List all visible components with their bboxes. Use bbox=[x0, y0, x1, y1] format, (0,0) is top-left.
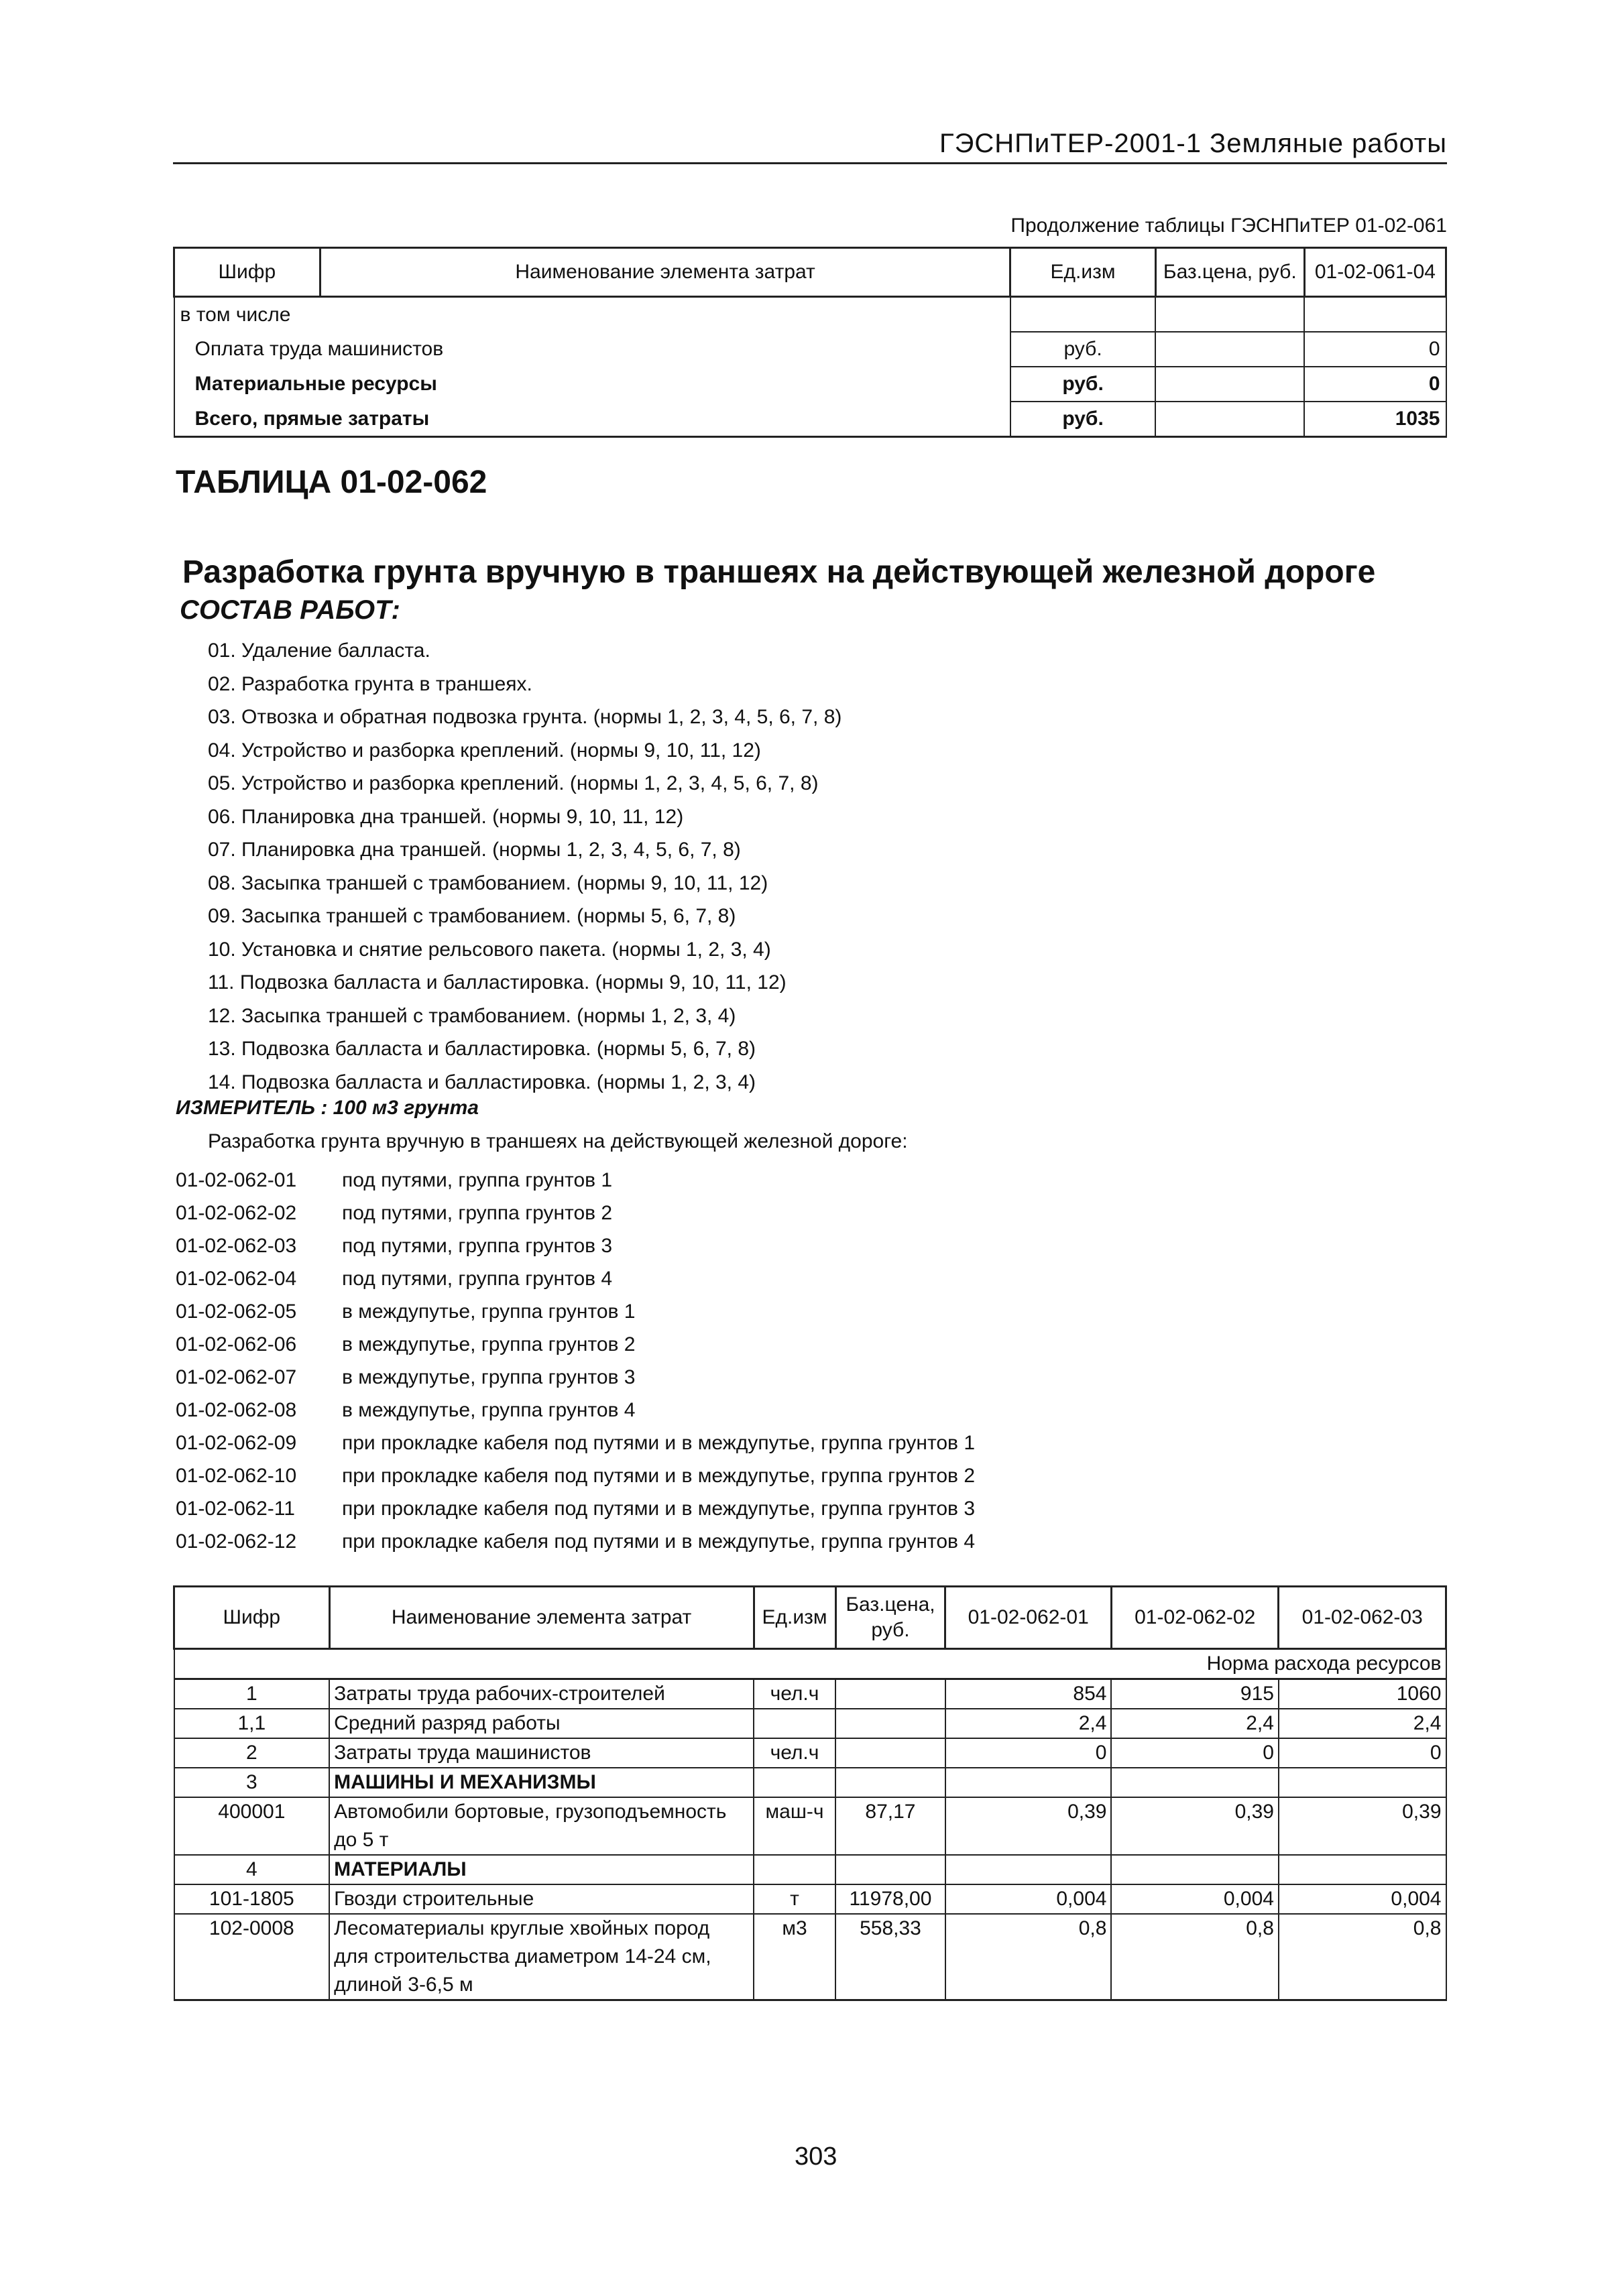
table-row bbox=[174, 1709, 1446, 1738]
row-value: 0,004 bbox=[945, 1884, 1112, 1914]
resource-table-header bbox=[174, 1587, 1446, 1649]
code-desc: в междупутье, группа грунтов 4 bbox=[342, 1399, 636, 1421]
col-header: Наименование элемента затрат bbox=[320, 248, 1010, 297]
row-value bbox=[945, 1768, 1112, 1797]
code: 01-02-062-03 bbox=[176, 1235, 297, 1257]
row-code: 1 bbox=[174, 1679, 330, 1709]
code: 01-02-062-08 bbox=[176, 1399, 297, 1421]
list-item: 09. Засыпка траншей с трамбованием. (нормы 5, 6, 7, 8) bbox=[208, 905, 736, 927]
row-value: 0 bbox=[1111, 1738, 1279, 1768]
list-item bbox=[176, 1492, 975, 1525]
code: 01-02-062-10 bbox=[176, 1465, 297, 1487]
row-unit: маш-ч bbox=[754, 1797, 835, 1855]
row-value bbox=[1111, 1855, 1279, 1884]
list-item: 11. Подвозка балласта и балластировка. (нормы 9, 10, 11, 12) bbox=[208, 971, 787, 993]
row-name: Автомобили бортовые, грузоподъемность до 5 т bbox=[329, 1797, 754, 1855]
row-value bbox=[1279, 1768, 1446, 1797]
row-value: 0 bbox=[1304, 367, 1446, 402]
row-value: 854 bbox=[945, 1679, 1112, 1709]
row-value: 0,8 bbox=[1111, 1914, 1279, 2000]
code: 01-02-062-02 bbox=[176, 1202, 297, 1224]
list-item: 14. Подвозка балласта и балластировка. (нормы 1, 2, 3, 4) bbox=[208, 1071, 756, 1093]
list-item bbox=[176, 1361, 975, 1394]
row-code: 400001 bbox=[174, 1797, 330, 1855]
row-unit bbox=[754, 1855, 835, 1884]
code-desc: при прокладке кабеля под путями и в междупутье, группа грунтов 4 bbox=[342, 1530, 976, 1553]
col-header: 01-02-061-04 bbox=[1304, 248, 1446, 297]
row-code: 102-0008 bbox=[174, 1914, 330, 2000]
continuation-table bbox=[173, 247, 1447, 438]
code-desc: в междупутье, группа грунтов 3 bbox=[342, 1366, 636, 1388]
row-code: 101-1805 bbox=[174, 1884, 330, 1914]
row-price: 11978,00 bbox=[835, 1884, 945, 1914]
row-unit bbox=[1010, 297, 1155, 333]
code-desc: под путями, группа грунтов 3 bbox=[342, 1235, 613, 1257]
code-list bbox=[176, 1164, 975, 1558]
row-price bbox=[835, 1738, 945, 1768]
list-item bbox=[176, 1229, 975, 1262]
row-price bbox=[1155, 297, 1304, 333]
row-unit: руб. bbox=[1010, 402, 1155, 437]
code: 01-02-062-01 bbox=[176, 1169, 297, 1191]
row-unit: руб. bbox=[1010, 332, 1155, 367]
row-value: 0,8 bbox=[945, 1914, 1112, 2000]
resource-table bbox=[173, 1585, 1447, 2001]
row-value: 0,8 bbox=[1279, 1914, 1446, 2000]
table-row bbox=[174, 1679, 1446, 1709]
list-item bbox=[176, 1459, 975, 1492]
row-name: Всего, прямые затраты bbox=[174, 402, 1010, 437]
col-header: Ед.изм bbox=[1010, 248, 1155, 297]
row-code: 4 bbox=[174, 1855, 330, 1884]
list-item bbox=[176, 1164, 975, 1197]
col-header: 01-02-062-01 bbox=[945, 1587, 1112, 1649]
row-unit bbox=[754, 1709, 835, 1738]
table-row bbox=[174, 367, 1446, 402]
row-price bbox=[835, 1679, 945, 1709]
col-header: 01-02-062-03 bbox=[1279, 1587, 1446, 1649]
code-desc: в междупутье, группа грунтов 1 bbox=[342, 1301, 636, 1323]
col-header: 01-02-062-02 bbox=[1111, 1587, 1279, 1649]
table-row bbox=[174, 402, 1446, 437]
row-value: 2,4 bbox=[1111, 1709, 1279, 1738]
col-header: Наименование элемента затрат bbox=[329, 1587, 754, 1649]
table-row bbox=[174, 1914, 1446, 2000]
norm-row bbox=[174, 1649, 1446, 1679]
list-item: 03. Отвозка и обратная подвозка грунта. (нормы 1, 2, 3, 4, 5, 6, 7, 8) bbox=[208, 706, 842, 728]
row-name: Средний разряд работы bbox=[329, 1709, 754, 1738]
row-price bbox=[1155, 332, 1304, 367]
continuation-table-header bbox=[174, 248, 1446, 297]
row-name: Оплата труда машинистов bbox=[174, 332, 1010, 367]
code-desc: под путями, группа грунтов 2 bbox=[342, 1202, 613, 1224]
composition-heading: СОСТАВ РАБОТ: bbox=[180, 595, 400, 625]
row-value: 1035 bbox=[1304, 402, 1446, 437]
row-value: 0 bbox=[1279, 1738, 1446, 1768]
row-name: Затраты труда машинистов bbox=[329, 1738, 754, 1768]
table-subtitle: Разработка грунта вручную в траншеях на действующей железной дороге bbox=[182, 554, 1376, 590]
row-value: 0 bbox=[1304, 332, 1446, 367]
rows-intro: Разработка грунта вручную в траншеях на действующей железной дороге: bbox=[208, 1130, 908, 1152]
row-price bbox=[835, 1768, 945, 1797]
row-unit: чел.ч bbox=[754, 1679, 835, 1709]
col-header: Ед.изм bbox=[754, 1587, 835, 1649]
row-name: Гвозди строительные bbox=[329, 1884, 754, 1914]
row-name: Лесоматериалы круглые хвойных пород для строительства диаметром 14-24 см, длиной 3-6,5 м bbox=[329, 1914, 754, 2000]
list-item: 02. Разработка грунта в траншеях. bbox=[208, 672, 532, 695]
continuation-caption: Продолжение таблицы ГЭСНПиТЕР 01-02-061 bbox=[1010, 215, 1447, 237]
section-row bbox=[174, 1855, 1446, 1884]
row-price bbox=[835, 1855, 945, 1884]
table-row bbox=[174, 1884, 1446, 1914]
table-row bbox=[174, 1738, 1446, 1768]
code: 01-02-062-04 bbox=[176, 1268, 297, 1290]
list-item: 12. Засыпка траншей с трамбованием. (нормы 1, 2, 3, 4) bbox=[208, 1004, 736, 1027]
row-value: 915 bbox=[1111, 1679, 1279, 1709]
row-value bbox=[1111, 1768, 1279, 1797]
row-name: Материальные ресурсы bbox=[174, 367, 1010, 402]
row-unit bbox=[754, 1768, 835, 1797]
row-name: Затраты труда рабочих-строителей bbox=[329, 1679, 754, 1709]
row-price: 558,33 bbox=[835, 1914, 945, 2000]
code-desc: под путями, группа грунтов 4 bbox=[342, 1268, 613, 1290]
list-item: 06. Планировка дна траншей. (нормы 9, 10, 11, 12) bbox=[208, 805, 684, 828]
code-desc: в междупутье, группа грунтов 2 bbox=[342, 1333, 636, 1355]
meter-line: ИЗМЕРИТЕЛЬ : 100 м3 грунта bbox=[176, 1097, 479, 1119]
code: 01-02-062-12 bbox=[176, 1530, 297, 1553]
list-item bbox=[176, 1295, 975, 1328]
table-row bbox=[174, 1797, 1446, 1855]
row-code: 3 bbox=[174, 1768, 330, 1797]
code: 01-02-062-07 bbox=[176, 1366, 297, 1388]
code: 01-02-062-06 bbox=[176, 1333, 297, 1355]
row-price: 87,17 bbox=[835, 1797, 945, 1855]
row-value: 2,4 bbox=[945, 1709, 1112, 1738]
col-header: Баз.цена, руб. bbox=[1155, 248, 1304, 297]
list-item bbox=[176, 1328, 975, 1361]
list-item bbox=[176, 1525, 975, 1558]
running-header bbox=[173, 129, 1447, 164]
list-item: 04. Устройство и разборка креплений. (нормы 9, 10, 11, 12) bbox=[208, 739, 761, 762]
row-value: 0 bbox=[945, 1738, 1112, 1768]
row-value bbox=[1304, 297, 1446, 333]
code-desc: при прокладке кабеля под путями и в междупутье, группа грунтов 1 bbox=[342, 1432, 976, 1454]
list-item: 01. Удаление балласта. bbox=[208, 640, 430, 662]
list-item: 05. Устройство и разборка креплений. (нормы 1, 2, 3, 4, 5, 6, 7, 8) bbox=[208, 772, 819, 794]
row-value: 0,39 bbox=[1279, 1797, 1446, 1855]
running-title: ГЭСНПиТЕР-2001-1 Земляные работы bbox=[939, 129, 1447, 158]
table-row bbox=[174, 297, 1446, 333]
code: 01-02-062-11 bbox=[176, 1498, 295, 1520]
row-unit: т bbox=[754, 1884, 835, 1914]
row-price bbox=[1155, 402, 1304, 437]
list-item: 08. Засыпка траншей с трамбованием. (нормы 9, 10, 11, 12) bbox=[208, 871, 768, 894]
code-desc: под путями, группа грунтов 1 bbox=[342, 1169, 613, 1191]
norm-label: Норма расхода ресурсов bbox=[174, 1649, 1446, 1679]
row-name: в том числе bbox=[174, 297, 1010, 333]
row-value: 0,39 bbox=[1111, 1797, 1279, 1855]
row-price bbox=[1155, 367, 1304, 402]
row-value bbox=[1279, 1855, 1446, 1884]
code: 01-02-062-05 bbox=[176, 1301, 297, 1323]
col-header: Шифр bbox=[174, 248, 321, 297]
works-list bbox=[208, 634, 842, 1099]
table-title: ТАБЛИЦА 01-02-062 bbox=[176, 465, 487, 500]
section-row bbox=[174, 1768, 1446, 1797]
row-unit: чел.ч bbox=[754, 1738, 835, 1768]
page-number: 303 bbox=[795, 2142, 837, 2171]
row-value: 0,004 bbox=[1111, 1884, 1279, 1914]
row-value: 0,004 bbox=[1279, 1884, 1446, 1914]
row-value: 0,39 bbox=[945, 1797, 1112, 1855]
list-item: 07. Планировка дна траншей. (нормы 1, 2, 3, 4, 5, 6, 7, 8) bbox=[208, 839, 741, 861]
list-item bbox=[176, 1427, 975, 1459]
row-unit: м3 bbox=[754, 1914, 835, 2000]
row-price bbox=[835, 1709, 945, 1738]
row-unit: руб. bbox=[1010, 367, 1155, 402]
code: 01-02-062-09 bbox=[176, 1432, 297, 1454]
row-code: 1,1 bbox=[174, 1709, 330, 1738]
section-title: МАШИНЫ И МЕХАНИЗМЫ bbox=[329, 1768, 754, 1797]
section-title: МАТЕРИАЛЫ bbox=[329, 1855, 754, 1884]
row-value bbox=[945, 1855, 1112, 1884]
list-item bbox=[176, 1394, 975, 1427]
table-row bbox=[174, 332, 1446, 367]
code-desc: при прокладке кабеля под путями и в междупутье, группа грунтов 3 bbox=[342, 1498, 976, 1520]
code-desc: при прокладке кабеля под путями и в междупутье, группа грунтов 2 bbox=[342, 1465, 976, 1487]
col-header: Шифр bbox=[174, 1587, 330, 1649]
list-item: 13. Подвозка балласта и балластировка. (нормы 5, 6, 7, 8) bbox=[208, 1038, 756, 1060]
list-item bbox=[176, 1262, 975, 1295]
list-item: 10. Установка и снятие рельсового пакета. (нормы 1, 2, 3, 4) bbox=[208, 938, 771, 961]
list-item bbox=[176, 1197, 975, 1229]
row-value: 1060 bbox=[1279, 1679, 1446, 1709]
col-header: Баз.цена, руб. bbox=[835, 1587, 945, 1649]
row-value: 2,4 bbox=[1279, 1709, 1446, 1738]
row-code: 2 bbox=[174, 1738, 330, 1768]
